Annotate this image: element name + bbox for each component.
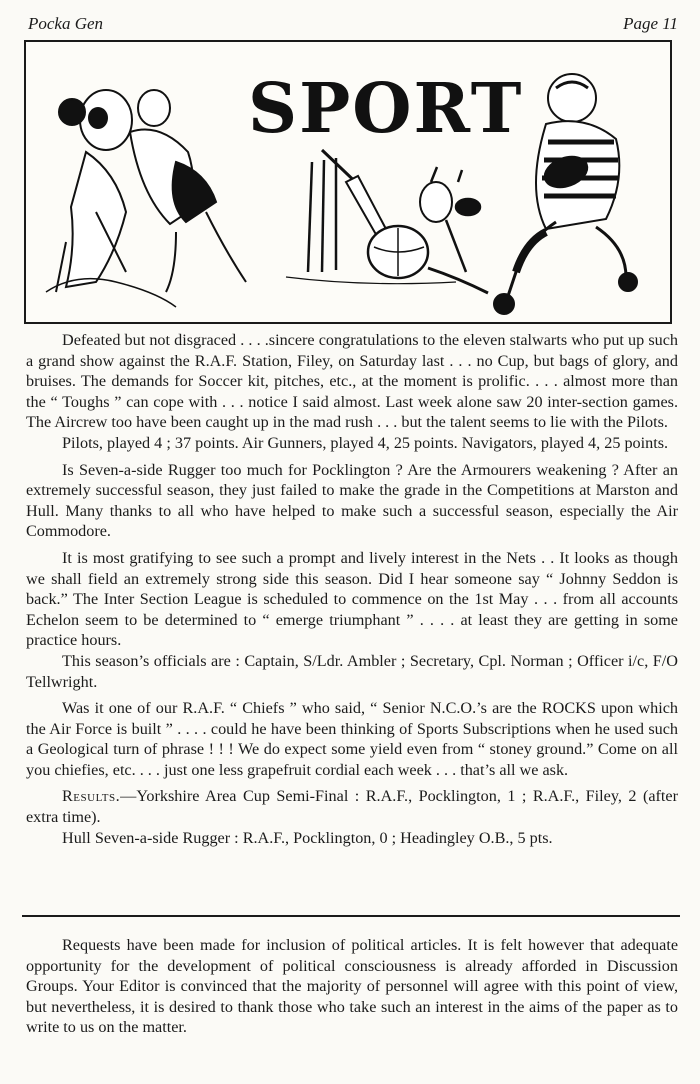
sports-equipment [286, 150, 488, 293]
sport-paragraph-results [26, 786, 678, 827]
sport-illustration [24, 40, 672, 324]
page-number: Page 11 [623, 14, 678, 33]
sport-paragraph-soccer: Defeated but not disgraced . . . .sincere congratulations to the eleven stalwarts who put up such a grand show against the R.A.F. Station, Filey, on Saturday last . . . no Cup, but bags of glory, and bruises. The demands for Soccer kit, pitches, etc., at the moment is prolific. . . . almost more than the “ Toughs ” can cope with . . . notice I said almost. Last week alone saw 20 inter-section games. The Aircrew too have been caught up in the mad rush . . . but the talent seems to lie with the Pilots. [26, 331, 678, 432]
page-header [20, 14, 678, 38]
results-text: —Yorkshire Area Cup Semi-Final : R.A.F., Pocklington, 1 ; R.A.F., Filey, 2 (after extra time). [26, 787, 678, 827]
sport-article [26, 330, 678, 848]
boxers-figure [46, 90, 246, 307]
results-label: Results. [62, 787, 121, 806]
sport-paragraph-cricket: It is most gratifying to see such a prompt and lively interest in the Nets . . It looks as though we shall field an extremely strong side this season. Did I hear someone say “ Johnny Seddon is back.” The Inter Section League is scheduled to commence on the 1st May . . . from all accounts Echelon seem to be determined to “ emerge triumphant ” . . . . at least they are getting in some practice hours. [26, 548, 678, 650]
editor-notice-text: Requests have been made for inclusion of political articles. It is felt however that adequate opportunity for the development of political consciousness is already afforded in Discussion Groups. Your Editor is convinced that the majority of personnel will agree with this point of view, but nevertheless, it is desired to thank those who take such an interest in the aims of the paper as to write to us on the matter. [26, 936, 678, 1037]
sport-drawing [26, 42, 670, 322]
sport-paragraph-subscriptions: Was it one of our R.A.F. “ Chiefs ” who said, “ Senior N.C.O.’s are the ROCKS upon which the Air Force is built ” . . . . could he have been thinking of Sports Subscriptions when he used such a Geological turn of phrase ! ! ! We do expect some yield even from “ stoney ground.” Come on all you chiefies, etc. . . . just one less grapefruit cordial each week . . . that’s all we ask. [26, 699, 678, 779]
section-divider [22, 915, 680, 917]
sport-paragraph-hull-rugger: Hull Seven-a-side Rugger : R.A.F., Pocklington, 0 ; Headingley O.B., 5 pts. [62, 828, 553, 847]
publication-name: Pocka Gen [28, 14, 104, 33]
sport-title-lettering: SPORT [248, 69, 524, 149]
sport-paragraph-officials: This season’s officials are : Captain, S/Ldr. Ambler ; Secretary, Cpl. Norman ; Officer i/c, F/O Tellwright. [26, 651, 678, 691]
sport-paragraph-points: Pilots, played 4 ; 37 points. Air Gunners, played 4, 25 points. Navigators, played 4, 25 points. [62, 433, 669, 452]
editor-notice [26, 935, 678, 1038]
sport-paragraph-rugger: Is Seven-a-side Rugger too much for Pocklington ? Are the Armourers weakening ? After an extremely successful season, they just failed to make the grade in the Competitions at Marston and Hull. Many thanks to all who have helped to make such a successful season, especially the Air Commodore. [26, 460, 678, 541]
